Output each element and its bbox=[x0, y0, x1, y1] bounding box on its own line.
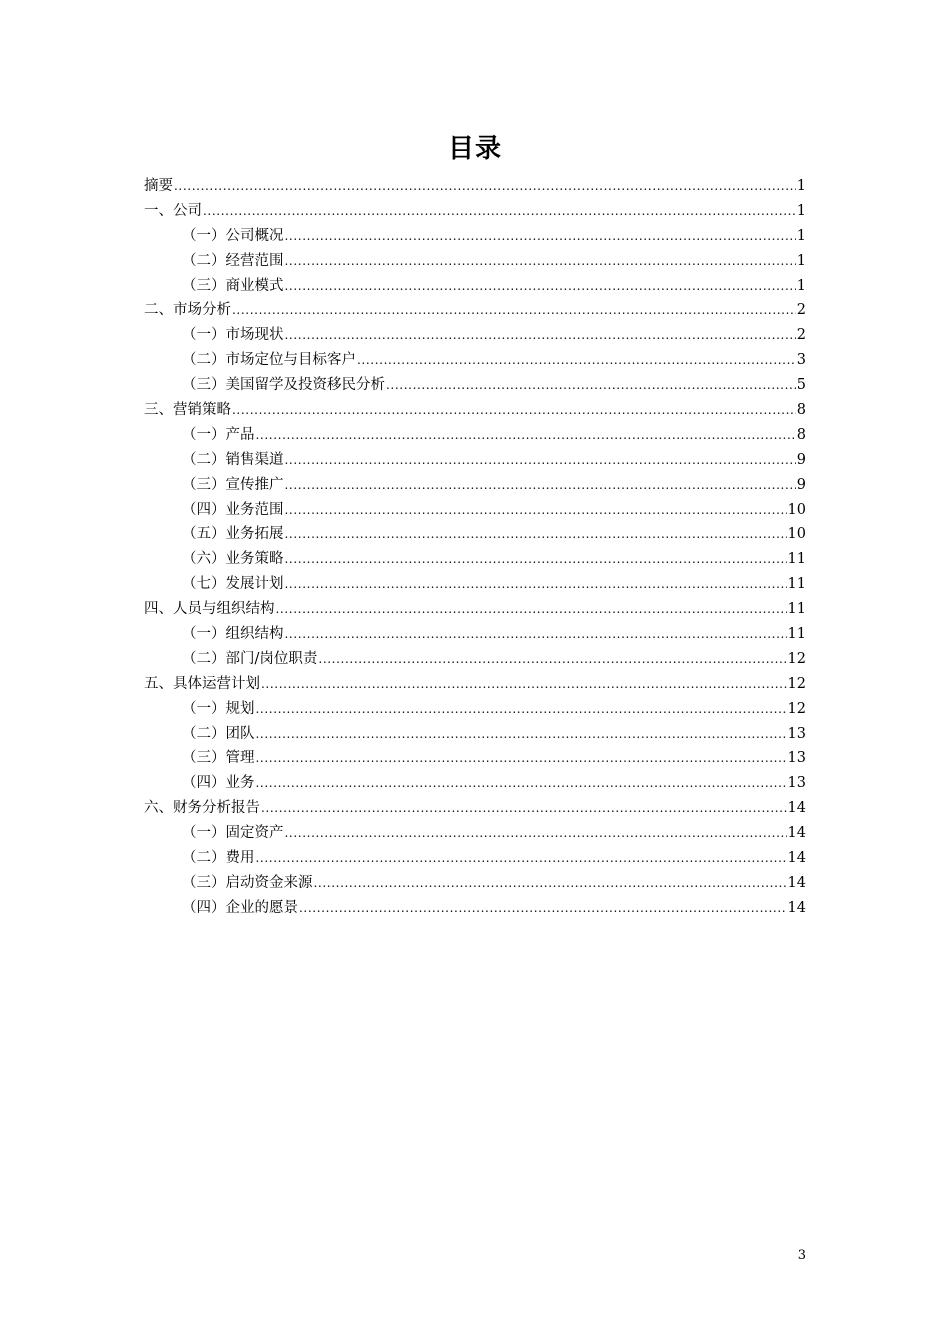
toc-entry-label: 二、市场分析 bbox=[144, 302, 231, 319]
toc-entry-label: （二）团队 bbox=[182, 725, 255, 742]
toc-entry-label: （一）固定资产 bbox=[182, 825, 284, 842]
toc-entry-page: 5 bbox=[796, 377, 806, 394]
toc-entry-label: （四）业务范围 bbox=[182, 501, 284, 518]
toc-entry[interactable] bbox=[144, 323, 806, 348]
toc-entry-label: （一）产品 bbox=[182, 426, 255, 443]
dot-leader bbox=[285, 249, 796, 274]
toc-entry[interactable] bbox=[144, 174, 806, 199]
dot-leader bbox=[261, 672, 787, 697]
toc-entry-page: 14 bbox=[787, 850, 806, 867]
toc-entry-label: （四）业务 bbox=[182, 775, 255, 792]
dot-leader bbox=[256, 722, 787, 747]
toc-entry-label: （三）管理 bbox=[182, 750, 255, 767]
toc-entry-page: 14 bbox=[787, 825, 806, 842]
toc-entry-page: 1 bbox=[796, 177, 806, 194]
toc-entry-page: 8 bbox=[796, 402, 806, 418]
toc-entry-label: 三、营销策略 bbox=[144, 402, 231, 418]
toc-entry[interactable] bbox=[144, 199, 806, 224]
toc-entry[interactable] bbox=[144, 249, 806, 274]
toc-entry[interactable] bbox=[144, 871, 806, 896]
toc-entry-label: （三）美国留学及投资移民分析 bbox=[182, 377, 385, 394]
toc-entry[interactable] bbox=[144, 373, 806, 398]
toc-entry[interactable] bbox=[144, 672, 806, 697]
toc-entry[interactable] bbox=[144, 821, 806, 846]
toc-entry-page: 9 bbox=[796, 451, 806, 468]
toc-entry-page: 11 bbox=[787, 576, 806, 593]
toc-entry-page: 1 bbox=[796, 202, 806, 219]
dot-leader bbox=[285, 448, 796, 473]
toc-entry-label: （五）业务拓展 bbox=[182, 526, 284, 543]
toc-entry-label: （一）组织结构 bbox=[182, 626, 284, 643]
toc-entry-label: 五、具体运营计划 bbox=[144, 675, 260, 692]
toc-entry-page: 10 bbox=[787, 526, 806, 543]
dot-leader bbox=[256, 746, 787, 771]
toc-entry-page: 14 bbox=[787, 899, 806, 916]
dot-leader bbox=[285, 224, 796, 249]
toc-entry[interactable] bbox=[144, 572, 806, 597]
toc-entry[interactable] bbox=[144, 348, 806, 373]
toc-entry[interactable] bbox=[144, 622, 806, 647]
toc-entry-label: （一）市场现状 bbox=[182, 327, 284, 344]
dot-leader bbox=[256, 697, 787, 722]
toc-entry[interactable] bbox=[144, 298, 806, 323]
toc-entry-label: （三）启动资金来源 bbox=[182, 874, 313, 891]
toc-entry-page: 1 bbox=[796, 277, 806, 294]
toc-entry-label: 摘要 bbox=[144, 177, 173, 194]
toc-entry-label: （六）业务策略 bbox=[182, 551, 284, 568]
dot-leader bbox=[174, 174, 796, 199]
dot-leader bbox=[299, 896, 787, 921]
toc-entry[interactable] bbox=[144, 224, 806, 249]
dot-leader bbox=[232, 298, 796, 323]
toc-entry-page: 8 bbox=[796, 426, 806, 443]
toc-entry-page: 13 bbox=[787, 775, 806, 792]
toc-entry-page: 1 bbox=[796, 252, 806, 269]
toc-entry-page: 2 bbox=[796, 302, 806, 319]
toc-entry-page: 11 bbox=[787, 601, 806, 618]
toc-entry-page: 2 bbox=[796, 327, 806, 344]
toc-entry-label: （三）商业模式 bbox=[182, 277, 284, 294]
toc-entry-page: 1 bbox=[796, 227, 806, 244]
toc-entry[interactable] bbox=[144, 448, 806, 473]
toc-entry[interactable] bbox=[144, 274, 806, 299]
toc-entry-label: 一、公司 bbox=[144, 202, 202, 219]
toc-entry[interactable] bbox=[144, 771, 806, 796]
toc-entry-page: 13 bbox=[787, 725, 806, 742]
toc-entry[interactable] bbox=[144, 722, 806, 747]
dot-leader bbox=[285, 821, 787, 846]
toc-entry[interactable] bbox=[144, 647, 806, 672]
toc-entry-label: （二）费用 bbox=[182, 850, 255, 867]
dot-leader bbox=[285, 274, 796, 299]
toc-entry[interactable] bbox=[144, 473, 806, 498]
page-number: 3 bbox=[797, 1248, 806, 1263]
toc-entry-label: （七）发展计划 bbox=[182, 576, 284, 593]
toc-entry-page: 11 bbox=[787, 626, 806, 643]
toc-entry-page: 3 bbox=[796, 352, 806, 369]
dot-leader bbox=[285, 522, 787, 547]
toc-entry[interactable] bbox=[144, 398, 806, 423]
dot-leader bbox=[203, 199, 796, 224]
toc-entry-label: （二）市场定位与目标客户 bbox=[182, 352, 356, 369]
dot-leader bbox=[285, 498, 787, 523]
toc-entry[interactable] bbox=[144, 746, 806, 771]
toc-entry-label: （二）经营范围 bbox=[182, 252, 284, 269]
toc-entry-page: 14 bbox=[787, 800, 806, 817]
toc-entry[interactable] bbox=[144, 423, 806, 448]
dot-leader bbox=[261, 796, 787, 821]
toc-entry[interactable] bbox=[144, 522, 806, 547]
toc-entry[interactable] bbox=[144, 896, 806, 921]
dot-leader bbox=[285, 323, 796, 348]
dot-leader bbox=[386, 373, 796, 398]
dot-leader bbox=[256, 423, 796, 448]
toc-entry[interactable] bbox=[144, 547, 806, 572]
toc-entry[interactable] bbox=[144, 498, 806, 523]
toc-entry-label: （二）销售渠道 bbox=[182, 451, 284, 468]
toc-entry-label: （一）公司概况 bbox=[182, 227, 284, 244]
toc-entry-page: 10 bbox=[787, 501, 806, 518]
dot-leader bbox=[318, 647, 786, 672]
dot-leader bbox=[256, 846, 787, 871]
toc-entry-label: （三）宣传推广 bbox=[182, 476, 284, 493]
toc-entry-page: 13 bbox=[787, 750, 806, 767]
toc-entry-page: 12 bbox=[787, 700, 806, 717]
toc-entry-label: 四、人员与组织结构 bbox=[144, 601, 275, 618]
toc-entry-label: （二）部门/岗位职责 bbox=[182, 650, 318, 667]
dot-leader bbox=[232, 398, 796, 423]
dot-leader bbox=[285, 622, 787, 647]
toc-entry-page: 14 bbox=[787, 874, 806, 891]
dot-leader bbox=[285, 473, 796, 498]
dot-leader bbox=[357, 348, 796, 373]
toc-entry-label: （四）企业的愿景 bbox=[182, 899, 298, 916]
dot-leader bbox=[314, 871, 787, 896]
dot-leader bbox=[276, 597, 787, 622]
toc-entry-page: 12 bbox=[787, 675, 806, 692]
dot-leader bbox=[285, 572, 787, 597]
dot-leader bbox=[256, 771, 787, 796]
toc-entry[interactable] bbox=[144, 597, 806, 622]
toc-entry[interactable] bbox=[144, 796, 806, 821]
page-title: 目录 bbox=[447, 134, 502, 164]
toc-entry-label: （一）规划 bbox=[182, 700, 255, 717]
toc-entry-page: 9 bbox=[796, 476, 806, 493]
toc-entry-page: 12 bbox=[787, 650, 806, 667]
toc-entry-page: 11 bbox=[787, 551, 806, 568]
toc-entry-label: 六、财务分析报告 bbox=[144, 800, 260, 817]
toc-entry[interactable] bbox=[144, 846, 806, 871]
table-of-contents bbox=[144, 174, 806, 921]
toc-entry[interactable] bbox=[144, 697, 806, 722]
dot-leader bbox=[285, 547, 787, 572]
